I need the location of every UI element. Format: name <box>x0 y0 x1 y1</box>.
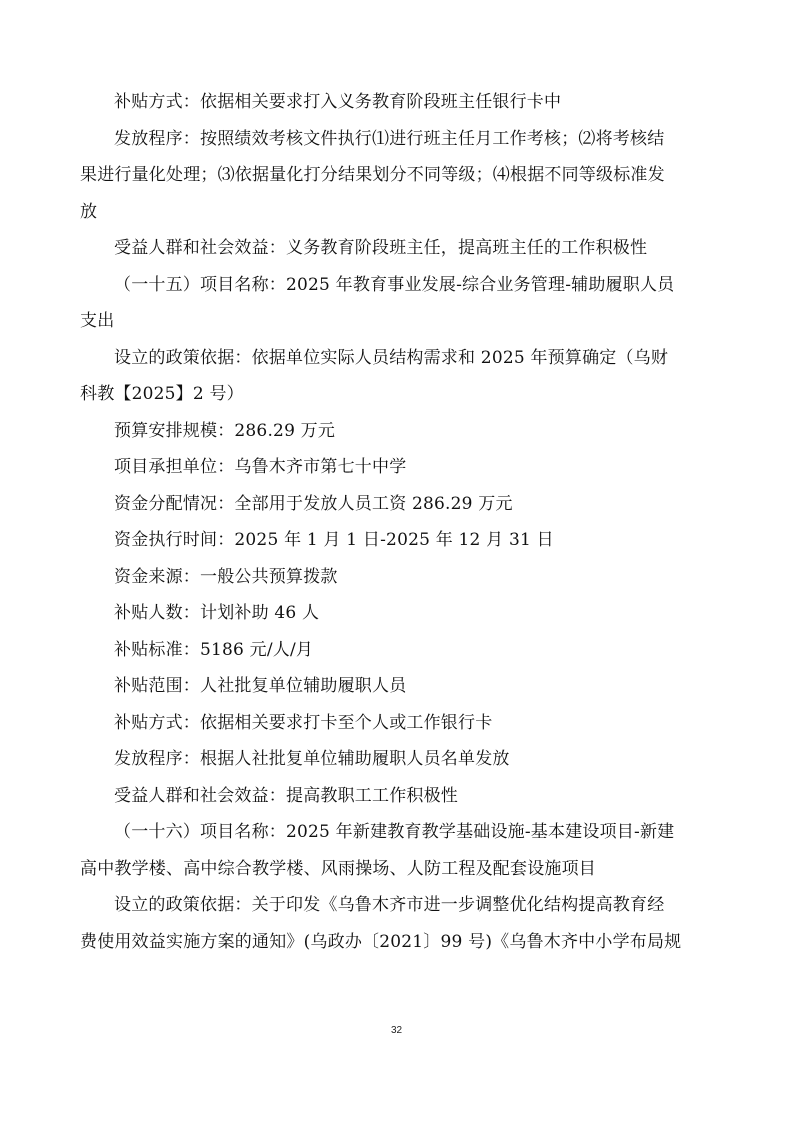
paragraph-line: 放 <box>80 201 98 222</box>
paragraph-line: 补贴范围：人社批复单位辅助履职人员 <box>114 676 407 696</box>
section-heading-line: 支出 <box>80 311 115 331</box>
paragraph-line: 果进行量化处理；⑶依据量化打分结果划分不同等级；⑷根据不同等级标准发 <box>80 165 665 185</box>
page-number: 32 <box>390 1025 403 1036</box>
paragraph-line: 补贴方式：依据相关要求打入义务教育阶段班主任银行卡中 <box>114 92 562 112</box>
paragraph-line: 发放程序：按照绩效考核文件执行⑴进行班主任月工作考核；⑵将考核结 <box>114 128 665 149</box>
page-body <box>80 84 712 960</box>
section-heading-line: （一十五）项目名称：2025 年教育事业发展-综合业务管理-辅助履职人员 <box>114 274 675 295</box>
paragraph-line: 资金分配情况：全部用于发放人员工资 286.29 万元 <box>114 493 513 514</box>
paragraph-line: 资金执行时间：2025 年 1 月 1 日-2025 年 12 月 31 日 <box>114 530 554 550</box>
paragraph-line: 补贴人数：计划补助 46 人 <box>114 603 320 623</box>
paragraph-line: 受益人群和社会效益：提高教职工工作积极性 <box>114 785 458 806</box>
paragraph-line: 受益人群和社会效益：义务教育阶段班主任，提高班主任的工作积极性 <box>114 238 648 258</box>
paragraph-line: 项目承担单位：乌鲁木齐市第七十中学 <box>114 457 407 477</box>
paragraph-line: 科教【2025】2 号） <box>80 384 244 404</box>
paragraph-line: 设立的政策依据：关于印发《乌鲁木齐市进一步调整优化结构提高教育经 <box>114 895 665 915</box>
paragraph-line: 补贴方式：依据相关要求打卡至个人或工作银行卡 <box>114 712 493 733</box>
paragraph-line: 补贴标准：5186 元/人/月 <box>114 639 314 660</box>
paragraph-line: 设立的政策依据：依据单位实际人员结构需求和 2025 年预算确定（乌财 <box>114 347 669 368</box>
section-heading-line: （一十六）项目名称：2025 年新建教育教学基础设施-基本建设项目-新建 <box>114 822 675 842</box>
paragraph-line: 发放程序：根据人社批复单位辅助履职人员名单发放 <box>114 749 510 769</box>
paragraph-line: 费使用效益实施方案的通知》(乌政办〔2021〕99 号)《乌鲁木齐中小学布局规 <box>80 931 682 952</box>
paragraph-line: 资金来源：一般公共预算拨款 <box>114 566 338 587</box>
paragraph-line: 预算安排规模：286.29 万元 <box>114 420 336 441</box>
section-heading-line: 高中教学楼、高中综合教学楼、风雨操场、人防工程及配套设施项目 <box>80 858 596 879</box>
